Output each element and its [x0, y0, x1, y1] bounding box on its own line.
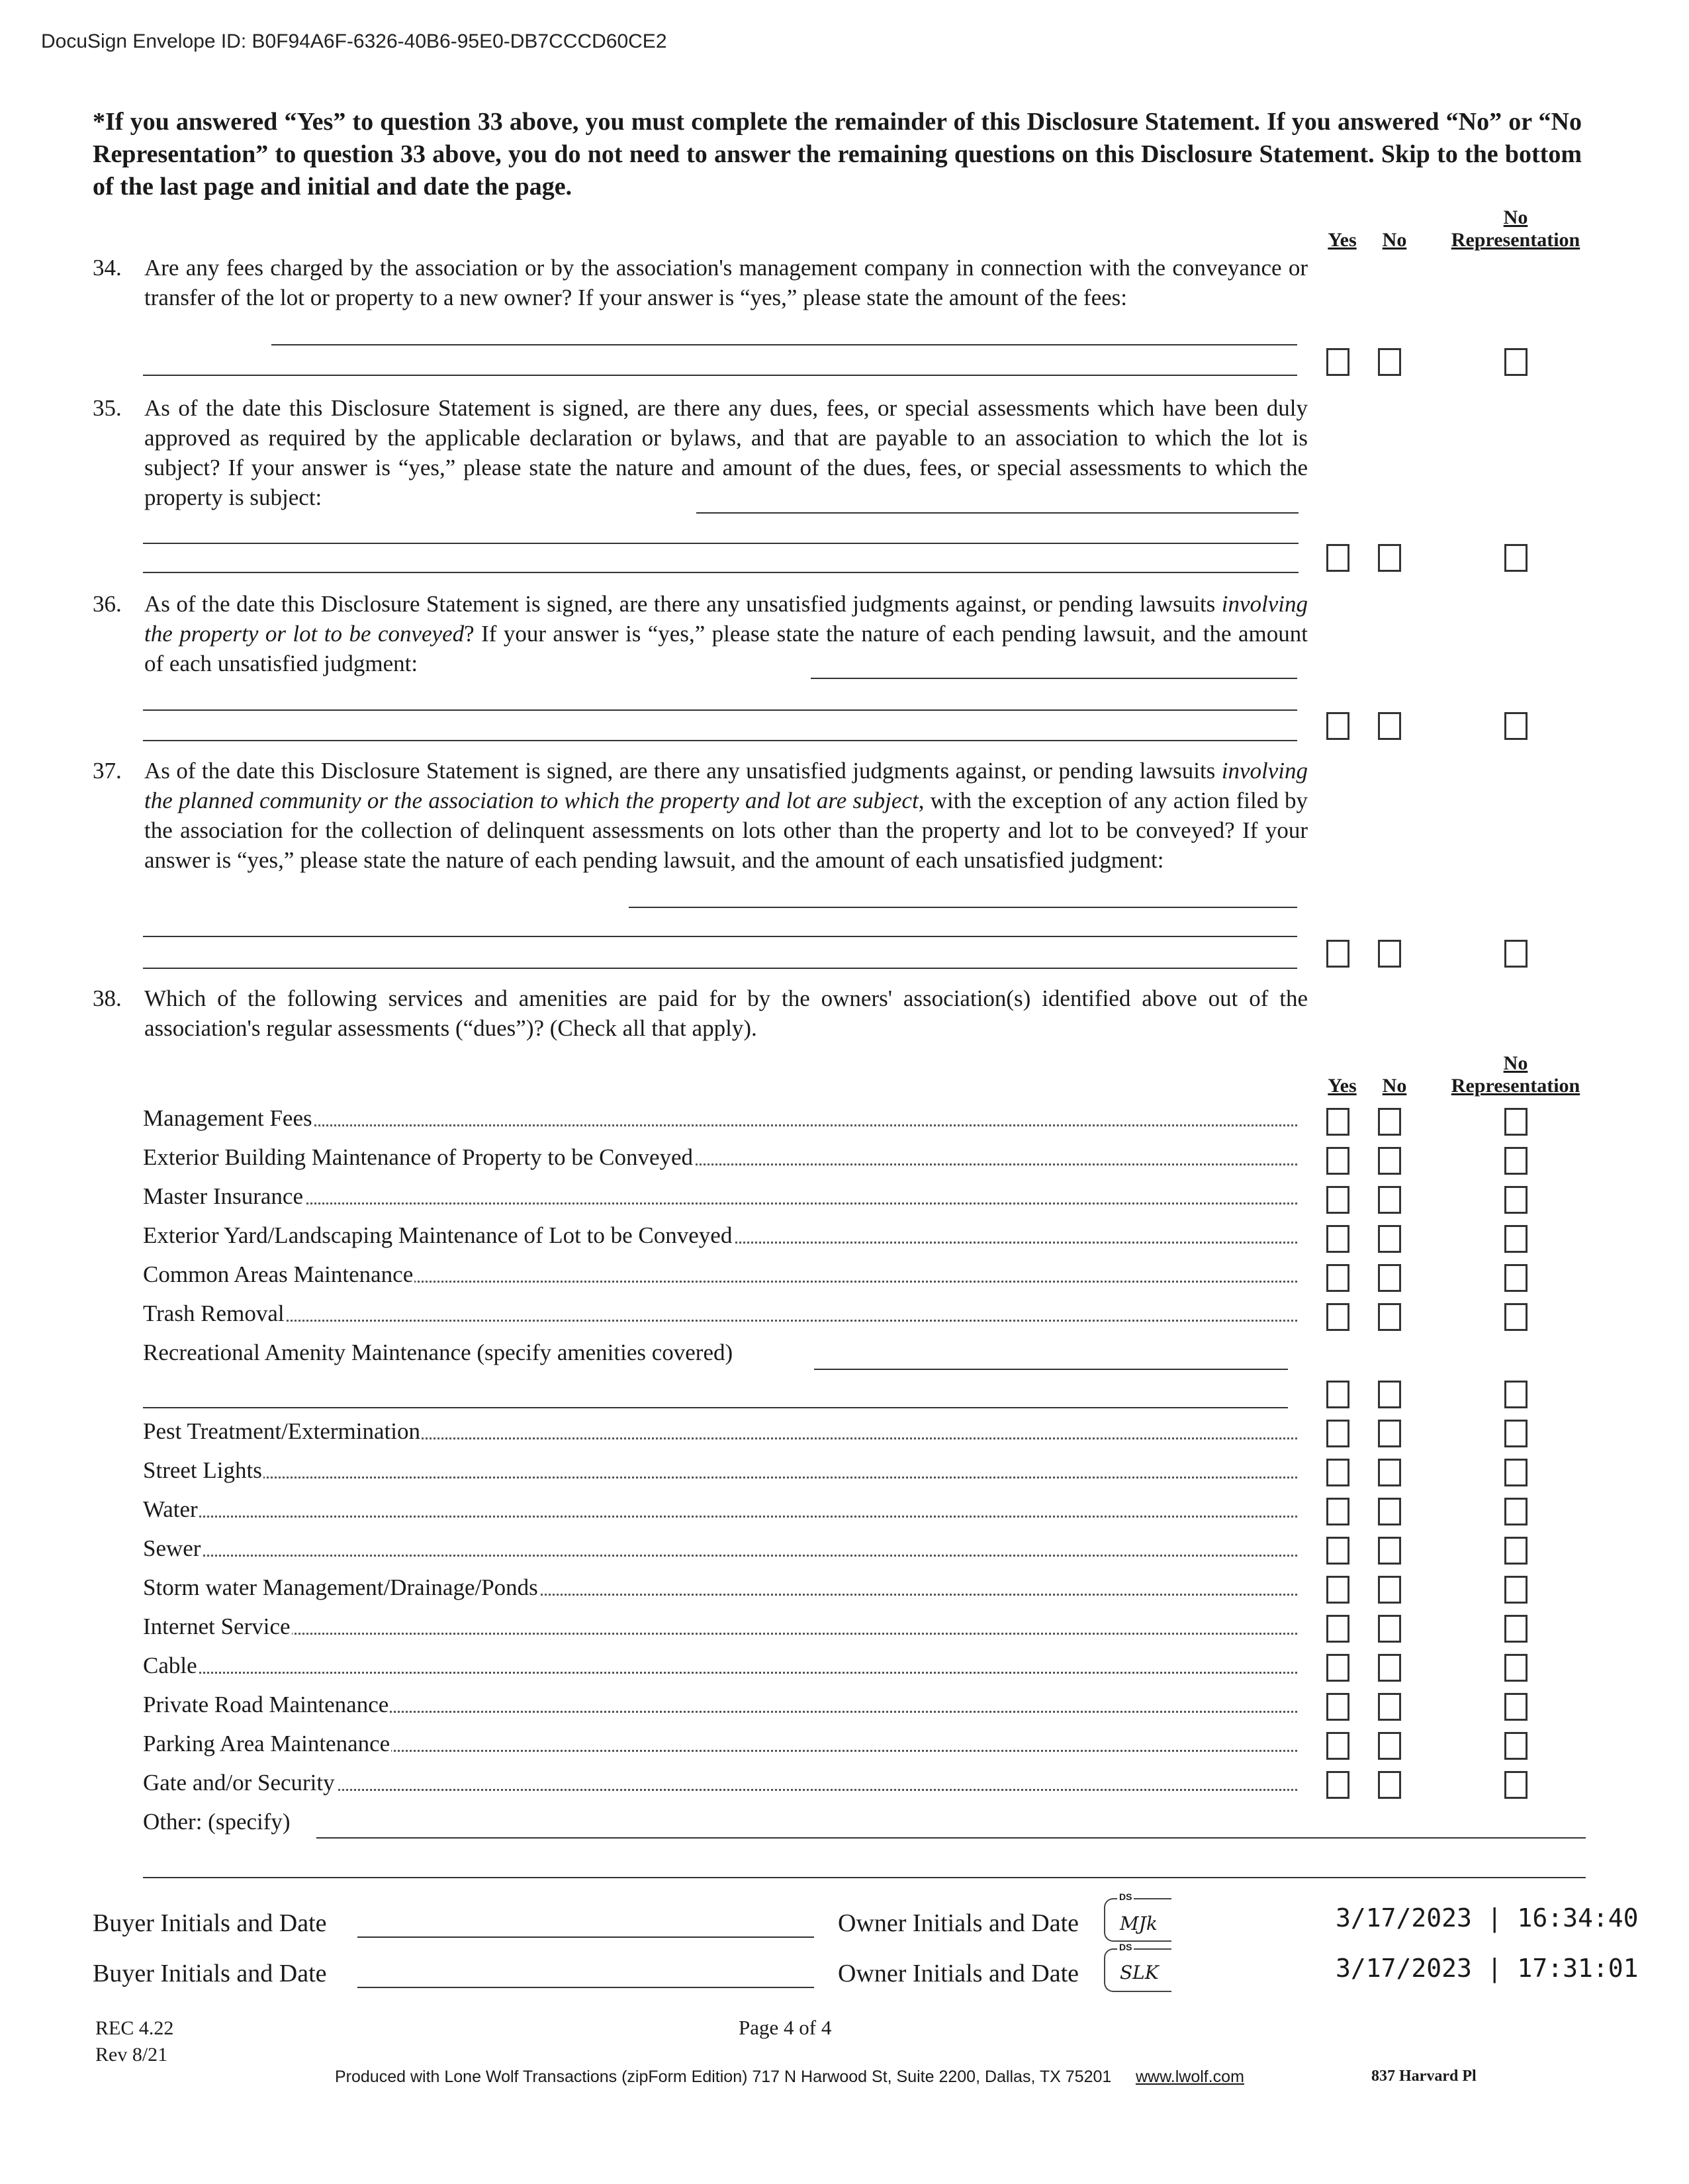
- answer-line[interactable]: [696, 512, 1299, 514]
- answer-line[interactable]: [143, 709, 1297, 711]
- service-label: Gate and/or Security: [143, 1770, 335, 1796]
- lwolf-link[interactable]: www.lwolf.com: [1136, 2068, 1244, 2086]
- question-number: 38.: [93, 985, 122, 1011]
- question-34: [93, 253, 1308, 312]
- service-label: Private Road Maintenance: [143, 1692, 389, 1717]
- q37-no-checkbox[interactable]: [1378, 940, 1401, 968]
- service-norep-checkbox[interactable]: [1504, 1186, 1528, 1214]
- service-yes-checkbox[interactable]: [1326, 1147, 1349, 1175]
- service-norep-checkbox[interactable]: [1504, 1732, 1528, 1760]
- service-label: Sewer: [143, 1535, 201, 1561]
- owner1-initials: MJk: [1120, 1913, 1158, 1934]
- service-row: [143, 1614, 1297, 1640]
- answer-line[interactable]: [811, 678, 1297, 679]
- answer-line[interactable]: [271, 344, 1297, 345]
- question-text: [144, 589, 1308, 678]
- service-row: [143, 1300, 1297, 1327]
- question-text-part: As of the date this Disclosure Statement is signed, are there any unsatisfied judgments against, or pending lawsuits: [144, 591, 1222, 617]
- ds-tag: DS: [1117, 1942, 1134, 1952]
- owner-initials-label: Owner Initials and Date: [838, 1909, 1079, 1937]
- service-norep-checkbox[interactable]: [1504, 1147, 1528, 1175]
- service-no-checkbox[interactable]: [1378, 1381, 1401, 1408]
- question-text: Which of the following services and amenities are paid for by the owners' association(s) identified above out of the association's regular assessments (“dues”)? (Check all that apply).: [144, 985, 1308, 1041]
- service-no-checkbox[interactable]: [1378, 1771, 1401, 1799]
- question-number: 35.: [93, 395, 122, 421]
- col-norep-header-1: No: [1503, 206, 1528, 228]
- buyer-initials-label: Buyer Initials and Date: [93, 1909, 327, 1937]
- buyer-initials-line[interactable]: [357, 1936, 814, 1938]
- service-yes-checkbox[interactable]: [1326, 1303, 1349, 1331]
- answer-line[interactable]: [143, 936, 1297, 937]
- service-yes-checkbox[interactable]: [1326, 1186, 1349, 1214]
- service-no-checkbox[interactable]: [1378, 1693, 1401, 1721]
- service-row: [143, 1222, 1297, 1249]
- service-row: [143, 1692, 1297, 1718]
- col-norep-header-1: No: [1503, 1052, 1528, 1074]
- owner2-initials: SLK: [1120, 1962, 1159, 1983]
- service-label: Exterior Building Maintenance of Property to be Conveyed: [143, 1144, 694, 1170]
- q36-yes-checkbox[interactable]: [1326, 712, 1349, 740]
- col-norep-header-2: Representation: [1451, 229, 1580, 251]
- service-row: [143, 1183, 1297, 1210]
- service-no-checkbox[interactable]: [1378, 1420, 1401, 1447]
- service-row: [143, 1731, 1297, 1757]
- service-no-checkbox[interactable]: [1378, 1186, 1401, 1214]
- service-norep-checkbox[interactable]: [1504, 1225, 1528, 1253]
- service-label: Storm water Management/Drainage/Ponds: [143, 1574, 538, 1600]
- service-row: [143, 1770, 1297, 1796]
- service-no-checkbox[interactable]: [1378, 1615, 1401, 1643]
- q36-norep-checkbox[interactable]: [1504, 712, 1528, 740]
- service-row: [143, 1496, 1297, 1523]
- form-revision: Rev 8/21: [95, 2044, 168, 2066]
- intro-instructions: *If you answered “Yes” to question 33 above, you must complete the remainder of this Disclosure Statement. If you answered “No” or “No Representation” to question 33 above, you do not need to answer the remaining questions on this Disclosure Statement. Skip to the bottom of the last page and initial and date the page.: [93, 108, 1582, 201]
- service-yes-checkbox[interactable]: [1326, 1381, 1349, 1408]
- question-35: [93, 393, 1308, 512]
- service-no-checkbox[interactable]: [1378, 1303, 1401, 1331]
- service-no-checkbox[interactable]: [1378, 1264, 1401, 1292]
- service-label: Pest Treatment/Extermination: [143, 1418, 420, 1444]
- question-36: [93, 589, 1308, 678]
- service-no-checkbox[interactable]: [1378, 1225, 1401, 1253]
- question-37: [93, 756, 1308, 875]
- owner2-date: 3/17/2023 | 17:31:01: [1336, 1954, 1639, 1983]
- service-no-checkbox[interactable]: [1378, 1576, 1401, 1604]
- answer-line[interactable]: [143, 740, 1297, 741]
- ds-tag: DS: [1117, 1891, 1134, 1902]
- question-text-part: ? If your answer is “yes,” please state the nature of each pending lawsuit, and the amount of each unsatisfied judgment:: [144, 621, 1308, 676]
- question-text: As of the date this Disclosure Statement is signed, are there any dues, fees, or special assessments which have been duly approved as required by the applicable declaration or bylaws, and that are payable to an association to which the lot is subject? If your answer is “yes,” please state the nature and amount of the dues, fees, or special assessments to which the property is subject:: [144, 395, 1308, 510]
- col-no-header: No: [1382, 229, 1407, 251]
- service-label: Recreational Amenity Maintenance (specify amenities covered): [143, 1340, 733, 1365]
- service-norep-checkbox[interactable]: [1504, 1615, 1528, 1643]
- service-no-checkbox[interactable]: [1378, 1147, 1401, 1175]
- service-no-checkbox[interactable]: [1378, 1459, 1401, 1486]
- service-label: Cable: [143, 1653, 197, 1678]
- service-label: Master Insurance: [143, 1183, 303, 1209]
- service-label: Street Lights: [143, 1457, 262, 1483]
- service-label: Other: (specify): [143, 1809, 291, 1835]
- service-norep-checkbox[interactable]: [1504, 1654, 1528, 1682]
- question-38: [93, 983, 1308, 1043]
- answer-line[interactable]: [143, 572, 1299, 573]
- service-no-checkbox[interactable]: [1378, 1732, 1401, 1760]
- service-norep-checkbox[interactable]: [1504, 1108, 1528, 1136]
- service-yes-checkbox[interactable]: [1326, 1576, 1349, 1604]
- service-row: [143, 1653, 1297, 1679]
- service-norep-checkbox[interactable]: [1504, 1576, 1528, 1604]
- question-text: Are any fees charged by the association or by the association's management company in connection with the conveyance or transfer of the lot or property to a new owner? If your answer is “yes,” please state the amount of the fees:: [144, 255, 1308, 310]
- service-norep-checkbox[interactable]: [1504, 1498, 1528, 1525]
- service-yes-checkbox[interactable]: [1326, 1225, 1349, 1253]
- q37-norep-checkbox[interactable]: [1504, 940, 1528, 968]
- q34-no-checkbox[interactable]: [1378, 348, 1401, 376]
- service-norep-checkbox[interactable]: [1504, 1264, 1528, 1292]
- service-row: [143, 1418, 1297, 1445]
- answer-line[interactable]: [629, 907, 1297, 908]
- service-no-checkbox[interactable]: [1378, 1654, 1401, 1682]
- page-number: Page 4 of 4: [739, 2016, 832, 2039]
- service-label: Trash Removal: [143, 1300, 285, 1326]
- q34-yes-checkbox[interactable]: [1326, 348, 1349, 376]
- service-label: Management Fees: [143, 1105, 312, 1131]
- q35-norep-checkbox[interactable]: [1504, 544, 1528, 572]
- col-yes-header: Yes: [1328, 229, 1357, 251]
- service-norep-checkbox[interactable]: [1504, 1420, 1528, 1447]
- service-yes-checkbox[interactable]: [1326, 1498, 1349, 1525]
- property-address: 837 Harvard Pl: [1371, 2068, 1477, 2085]
- service-label: Exterior Yard/Landscaping Maintenance of Lot to be Conveyed: [143, 1222, 733, 1248]
- question-number: 34.: [93, 255, 122, 281]
- question-text-part: As of the date this Disclosure Statement is signed, are there any unsatisfied judgments against, or pending lawsuits: [144, 758, 1222, 784]
- service-yes-checkbox[interactable]: [1326, 1108, 1349, 1136]
- produced-with: Produced with Lone Wolf Transactions (zipForm Edition) 717 N Harwood St, Suite 2200, Dallas, TX 75201: [335, 2068, 1112, 2086]
- service-row: [143, 1261, 1297, 1288]
- service-norep-checkbox[interactable]: [1504, 1459, 1528, 1486]
- service-no-checkbox[interactable]: [1378, 1537, 1401, 1565]
- service-row: [143, 1457, 1297, 1484]
- service-label: Internet Service: [143, 1614, 291, 1639]
- service-yes-checkbox[interactable]: [1326, 1537, 1349, 1565]
- question-number: 36.: [93, 591, 122, 617]
- owner-initials-label: Owner Initials and Date: [838, 1960, 1079, 1987]
- service-no-checkbox[interactable]: [1378, 1498, 1401, 1525]
- answer-line[interactable]: [143, 543, 1299, 544]
- q35-yes-checkbox[interactable]: [1326, 544, 1349, 572]
- question-text-italic: involving the property or lot to be conveyed: [144, 591, 1308, 647]
- service-norep-checkbox[interactable]: [1504, 1693, 1528, 1721]
- service-label: Common Areas Maintenance: [143, 1261, 414, 1287]
- question-text-italic: involving the planned community or the association to which the property and lot are subject: [144, 758, 1308, 813]
- service-label: Parking Area Maintenance: [143, 1731, 390, 1756]
- service-norep-checkbox[interactable]: [1504, 1771, 1528, 1799]
- envelope-id: DocuSign Envelope ID: B0F94A6F-6326-40B6-95E0-DB7CCCD60CE2: [41, 30, 667, 52]
- service-norep-checkbox[interactable]: [1504, 1381, 1528, 1408]
- owner1-date: 3/17/2023 | 16:34:40: [1336, 1903, 1639, 1933]
- service-row: [143, 1105, 1297, 1132]
- answer-line[interactable]: [143, 1877, 1586, 1878]
- answer-line[interactable]: [143, 375, 1297, 376]
- service-yes-checkbox[interactable]: [1326, 1654, 1349, 1682]
- service-norep-checkbox[interactable]: [1504, 1537, 1528, 1565]
- answer-line[interactable]: [814, 1369, 1288, 1370]
- question-text-part: , with the exception of any action filed by the association for the collection of delinquent assessments on lots other than the property and lot to be conveyed? If your answer is “yes,” please state the nature of each pending lawsuit, and the amount of each unsatisfied judgment:: [144, 788, 1308, 873]
- col-yes-header: Yes: [1328, 1075, 1357, 1097]
- q35-no-checkbox[interactable]: [1378, 544, 1401, 572]
- q36-no-checkbox[interactable]: [1378, 712, 1401, 740]
- answer-line[interactable]: [143, 968, 1297, 969]
- buyer-initials-line[interactable]: [357, 1987, 814, 1988]
- answer-line[interactable]: [316, 1837, 1586, 1839]
- service-yes-checkbox[interactable]: [1326, 1420, 1349, 1447]
- col-no-header: No: [1382, 1075, 1407, 1097]
- service-yes-checkbox[interactable]: [1326, 1732, 1349, 1760]
- q37-yes-checkbox[interactable]: [1326, 940, 1349, 968]
- col-norep-header-2: Representation: [1451, 1075, 1580, 1097]
- service-row: [143, 1144, 1297, 1171]
- q34-norep-checkbox[interactable]: [1504, 348, 1528, 376]
- service-row: [143, 1535, 1297, 1562]
- question-text: [144, 756, 1308, 875]
- service-yes-checkbox[interactable]: [1326, 1693, 1349, 1721]
- service-yes-checkbox[interactable]: [1326, 1615, 1349, 1643]
- service-yes-checkbox[interactable]: [1326, 1264, 1349, 1292]
- buyer-initials-label: Buyer Initials and Date: [93, 1960, 327, 1987]
- answer-line[interactable]: [143, 1407, 1288, 1408]
- service-label: Water: [143, 1496, 198, 1522]
- question-number: 37.: [93, 758, 122, 784]
- form-code: REC 4.22: [95, 2017, 174, 2039]
- service-yes-checkbox[interactable]: [1326, 1771, 1349, 1799]
- service-row: [143, 1574, 1297, 1601]
- service-norep-checkbox[interactable]: [1504, 1303, 1528, 1331]
- service-no-checkbox[interactable]: [1378, 1108, 1401, 1136]
- service-yes-checkbox[interactable]: [1326, 1459, 1349, 1486]
